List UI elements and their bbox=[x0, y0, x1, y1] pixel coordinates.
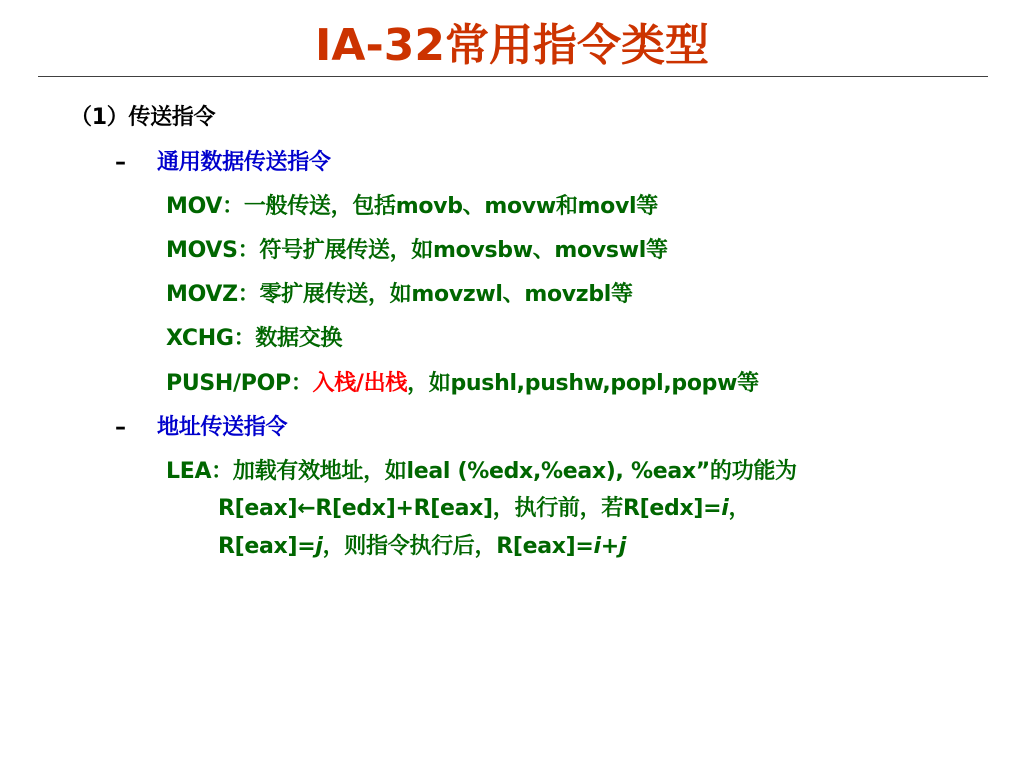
push-pop-line bbox=[166, 369, 759, 399]
lea-line-3-prefix: R[eax]= bbox=[218, 534, 316, 559]
lea-line-1: LEA：加载有效地址，如leal (%edx,%eax), %eax”的功能为 bbox=[166, 459, 797, 484]
lea-line-2 bbox=[218, 494, 750, 524]
push-pop-suffix: ，如pushl,pushw,popl,popw等 bbox=[407, 371, 759, 396]
lea-line-3 bbox=[218, 532, 626, 562]
push-pop-highlight: 入栈/出栈 bbox=[312, 371, 408, 396]
section-heading: （1）传送指令 bbox=[70, 105, 216, 130]
lea-line-2-suffix: ， bbox=[728, 496, 751, 521]
slide-title: IA-32常用指令类型 bbox=[315, 20, 709, 71]
lea-line-3-mid: ，则指令执行后，R[eax]= bbox=[322, 534, 594, 559]
lea-line-2-prefix: R[eax]←R[edx]+R[eax]，执行前，若R[edx]= bbox=[218, 496, 722, 521]
general-transfer-heading: 通用数据传送指令 bbox=[157, 150, 331, 175]
bullet-dash-address: – bbox=[115, 415, 126, 440]
bullet-dash-general: – bbox=[115, 150, 126, 175]
lea-var-i: i bbox=[721, 496, 729, 521]
mov-line: MOV：一般传送，包括movb、movw和movl等 bbox=[166, 194, 658, 219]
push-pop-prefix: PUSH/POP： bbox=[166, 371, 313, 396]
lea-var-j: j bbox=[315, 534, 323, 559]
title-divider bbox=[38, 76, 988, 77]
address-transfer-heading: 地址传送指令 bbox=[157, 415, 288, 440]
movz-line: MOVZ：零扩展传送，如movzwl、movzbl等 bbox=[166, 282, 633, 307]
movs-line: MOVS：符号扩展传送，如movsbw、movswl等 bbox=[166, 238, 668, 263]
xchg-line: XCHG：数据交换 bbox=[166, 326, 343, 351]
lea-result-expr: i+j bbox=[593, 534, 627, 559]
